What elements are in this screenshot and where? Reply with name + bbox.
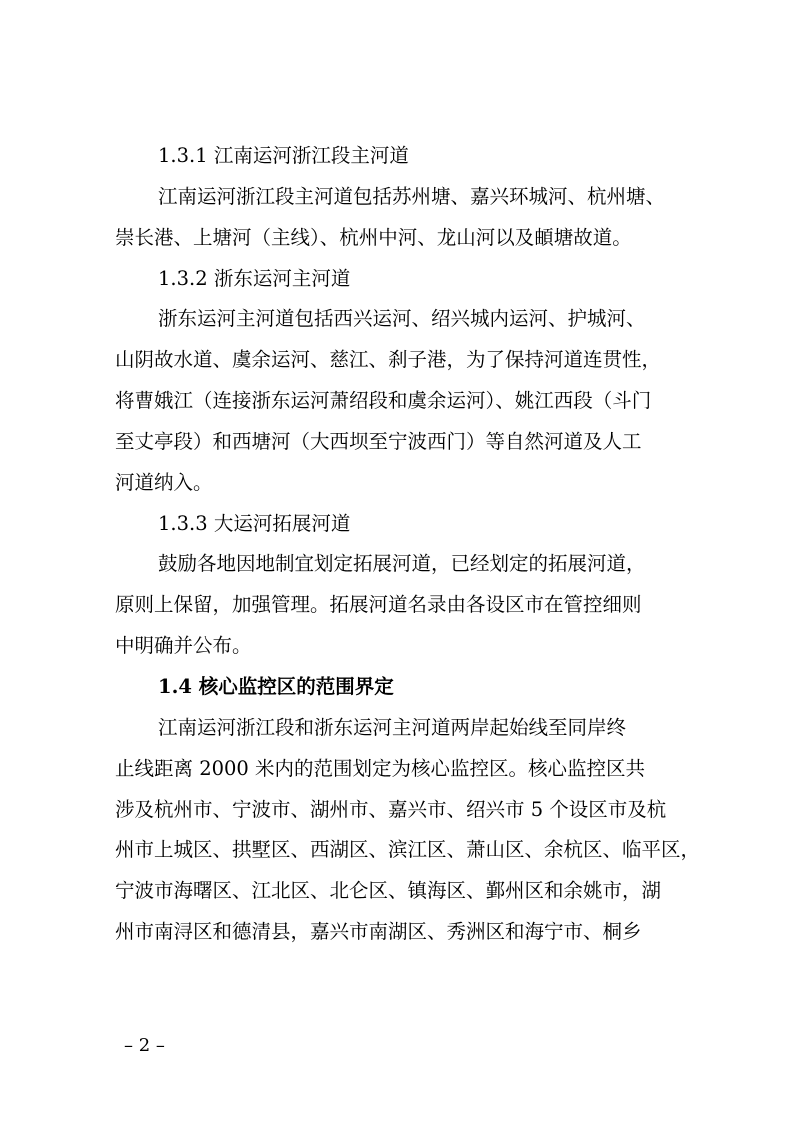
section-heading-1-3-3: 1.3.3 大运河拓展河道: [158, 511, 351, 535]
paragraph-line: 涉及杭州市、宁波市、湖州市、嘉兴市、绍兴市 5 个设区市及杭: [115, 797, 667, 821]
paragraph-line: 止线距离 2000 米内的范围划定为核心监控区。核心监控区共: [115, 756, 646, 780]
page-number: – 2 –: [124, 1035, 165, 1056]
paragraph-line: 河道纳入。: [115, 470, 213, 494]
paragraph-line: 崇长港、上塘河（主线）、杭州中河、龙山河以及頔塘故道。: [115, 225, 632, 249]
paragraph-line: 至丈亭段）和西塘河（大西坝至宁波西门）等自然河道及人工: [115, 429, 642, 453]
paragraph-line: 州市上城区、拱墅区、西湖区、滨江区、萧山区、余杭区、临平区，: [115, 838, 701, 862]
paragraph-line: 州市南浔区和德清县，嘉兴市南湖区、秀洲区和海宁市、桐乡: [115, 920, 642, 944]
paragraph-line: 中明确并公布。: [115, 634, 252, 658]
paragraph-line: 江南运河浙江段主河道包括苏州塘、嘉兴环城河、杭州塘、: [158, 184, 666, 208]
section-heading-1-4: 1.4 核心监控区的范围界定: [158, 674, 394, 698]
document-body: [115, 136, 705, 953]
section-heading-1-3-1: 1.3.1 江南运河浙江段主河道: [158, 144, 409, 167]
paragraph-line: 浙东运河主河道包括西兴运河、绍兴城内运河、护城河、: [158, 307, 646, 331]
paragraph-line: 原则上保留，加强管理。拓展河道名录由各设区市在管控细则: [115, 593, 642, 617]
paragraph-line: 宁波市海曙区、江北区、北仑区、镇海区、鄞州区和余姚市，湖: [115, 879, 662, 903]
paragraph-line: 江南运河浙江段和浙东运河主河道两岸起始线至同岸终: [158, 715, 627, 739]
paragraph-line: 鼓励各地因地制宜划定拓展河道，已经划定的拓展河道，: [158, 552, 646, 576]
paragraph-line: 将曹娥江（连接浙东运河萧绍段和虞余运河）、姚江西段（斗门: [115, 389, 652, 413]
paragraph-line: 山阴故水道、虞余运河、慈江、刹子港，为了保持河道连贯性，: [115, 348, 662, 372]
section-heading-1-3-2: 1.3.2 浙东运河主河道: [158, 266, 351, 290]
